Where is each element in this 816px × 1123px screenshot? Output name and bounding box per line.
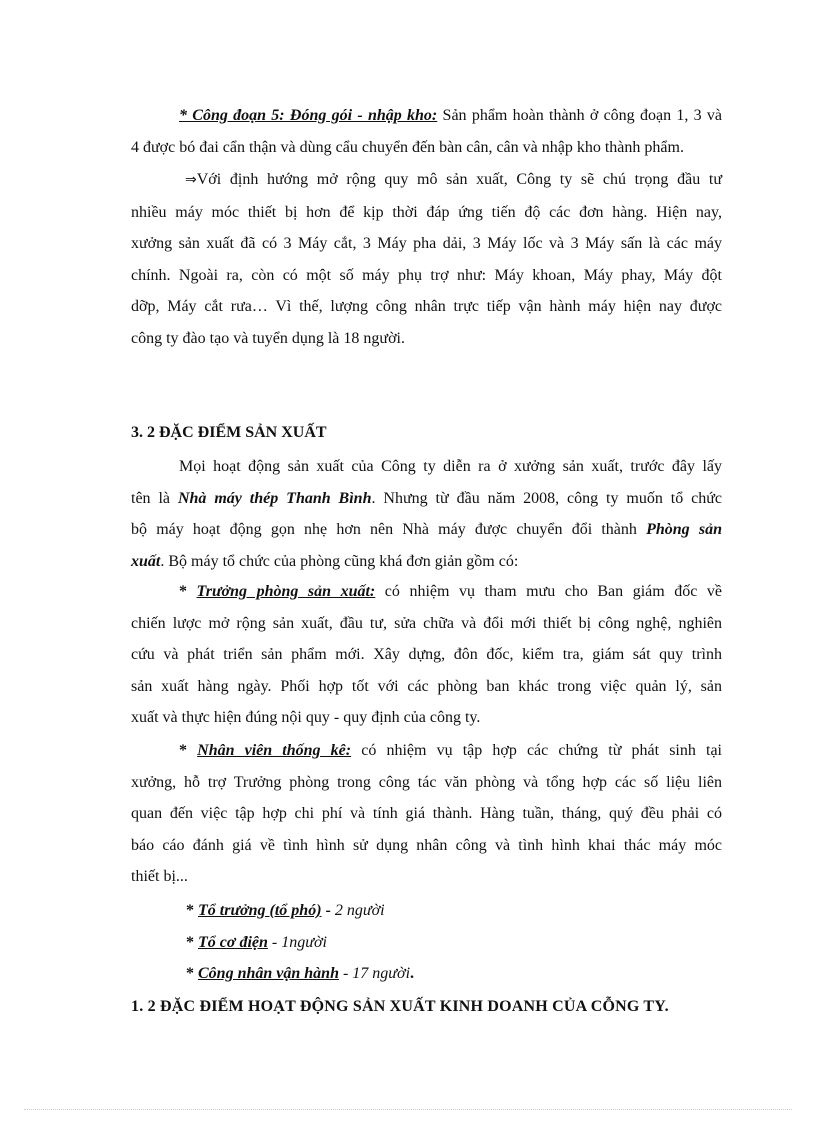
text-line: 4 được bó đai cẩn thận và dùng cẩu chuyển đến bàn cân, cân và nhập kho thành phẩm. (131, 138, 684, 156)
staff-list (131, 895, 722, 990)
text-line: chiến lược mở rộng sản xuất, đầu tư, sửa chữa và đổi mới thiết bị công nghệ, nghiên (131, 614, 722, 632)
text-line: xuất. Bộ máy tổ chức của phòng cũng khá đơn giản gồm có: (131, 552, 519, 570)
paragraph-packing-stage (131, 100, 722, 163)
paragraph-statistician (131, 735, 722, 893)
text-line: xưởng sản xuất đã có 3 Máy cắt, 3 Máy pha dải, 3 Máy lốc và 3 Máy sấn là các máy (131, 235, 722, 253)
text-line: ⇒Với định hướng mở rộng quy mô sản xuất, Công ty sẽ chú trọng đầu tư (185, 171, 722, 188)
text-line: sản xuất hàng ngày. Phối hợp tốt với các phòng ban khác trong việc quản lý, sản (131, 677, 722, 695)
section-heading: 1. 2 ĐẶC ĐIỂM HOẠT ĐỘNG SẢN XUẤT KINH DOANH CỦA CỖNG TY. (131, 998, 669, 1015)
text-line: tên là Nhà máy thép Thanh Bình. Nhưng từ đầu năm 2008, công ty muốn tổ chức (131, 489, 723, 507)
text-line: công ty đào tạo và tuyển dụng là 18 người. (131, 329, 405, 347)
paragraph-production-overview (131, 451, 722, 577)
role-label: Nhân viên thống kê: (197, 742, 352, 759)
text-line: xưởng, hỗ trợ Trưởng phòng trong công tác văn phòng và tổng hợp các số liệu liên (131, 773, 722, 791)
text-line: quan đến việc tập hợp chi phí và tính giá thành. Hàng tuần, tháng, quý đều phải có (131, 805, 722, 823)
text-line: nhiều máy móc thiết bị hơn để kịp thời đáp ứng tiến độ các đơn hàng. Hiện nay, (131, 203, 722, 221)
text-line: cứu và phát triển sản phẩm mới. Xây dựng, đôn đốc, kiểm tra, giám sát quy trình (131, 646, 722, 664)
text-line: thiết bị... (131, 868, 188, 886)
stage-label: * Công đoạn 5: Đóng gói - nhập kho: (179, 107, 438, 124)
paragraph-expansion (131, 164, 722, 355)
text-line: Mọi hoạt động sản xuất của Công ty diễn ra ở xưởng sản xuất, trước đây lấy (179, 458, 722, 475)
list-item: * Tổ trưởng (tổ phó) - 2 người (186, 902, 385, 919)
paragraph-production-head (131, 576, 722, 734)
page-bottom-divider (24, 1109, 792, 1110)
text-line: * Công đoạn 5: Đóng gói - nhập kho: Sản phẩm hoàn thành ở công đoạn 1, 3 và (179, 107, 722, 124)
section-heading: 3. 2 ĐẶC ĐIỂM SẢN XUẤT (131, 424, 327, 441)
implies-arrow-icon: ⇒ (185, 172, 197, 188)
text-line: xuất và thực hiện đúng nội quy - quy định của công ty. (131, 709, 481, 727)
text-line: bộ máy hoạt động gọn nhẹ hơn nên Nhà máy được chuyển đổi thành Phòng sản (131, 521, 722, 539)
text-line: chính. Ngoài ra, còn có một số máy phụ trợ như: Máy khoan, Máy phay, Máy đột (131, 266, 722, 284)
text-line: dỡp, Máy cắt rưa… Vì thế, lượng công nhân trực tiếp vận hành máy hiện nay được (131, 298, 722, 316)
list-item: * Công nhân vận hành - 17 người. (186, 965, 415, 983)
text-line: báo cáo đánh giá về tình hình sử dụng nhân công và tình hình khai thác máy móc (131, 836, 722, 854)
text-line: * Nhân viên thống kê: có nhiệm vụ tập hợp các chứng từ phát sinh tại (179, 742, 722, 759)
text-line: * Trưởng phòng sản xuất: có nhiệm vụ tham mưu cho Ban giám đốc về (179, 583, 722, 600)
list-item: * Tổ cơ điện - 1người (186, 933, 327, 951)
role-label: Trưởng phòng sản xuất: (196, 583, 376, 600)
